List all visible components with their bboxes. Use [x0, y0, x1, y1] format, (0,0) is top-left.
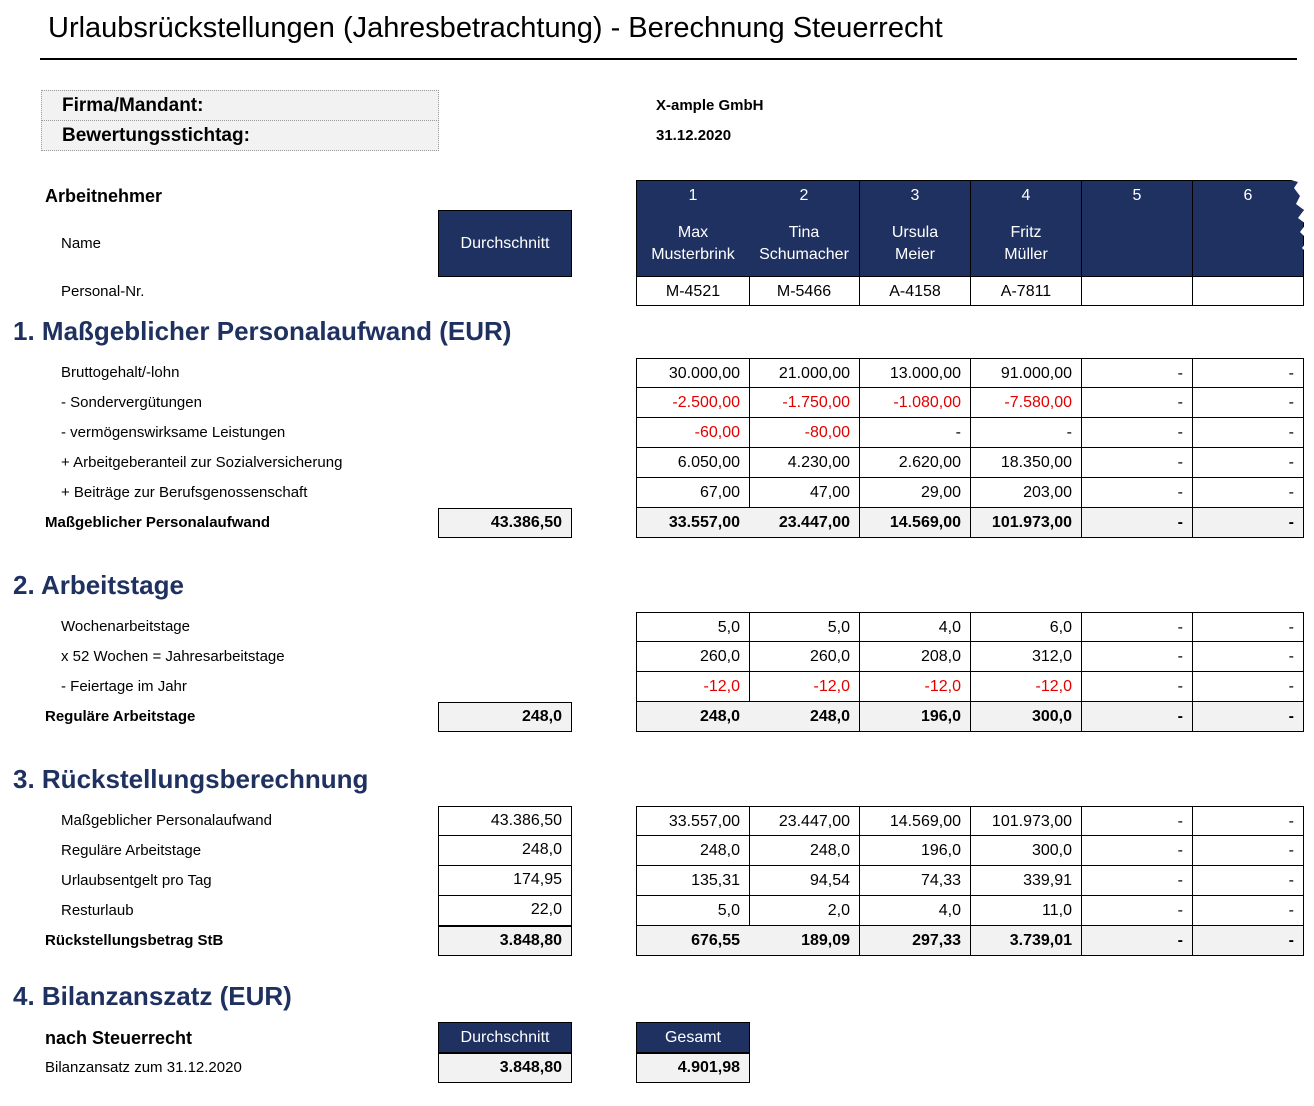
table-cell: 11,0 — [971, 896, 1082, 926]
total-cell: 189,09 — [749, 926, 860, 956]
total-cell: 676,55 — [636, 926, 750, 956]
table-cell: 2.620,00 — [860, 448, 971, 478]
table-cell: - — [1193, 612, 1304, 642]
employee-number-cell: 5 — [1082, 180, 1193, 211]
table-cell: - — [1193, 896, 1304, 926]
total-cell: 23.447,00 — [749, 508, 860, 538]
stichtag-label: Bewertungsstichtag: — [41, 120, 439, 151]
personal-nr-cell: M-5466 — [749, 277, 860, 306]
table-cell: - — [1082, 478, 1193, 508]
table-cell: - — [1082, 612, 1193, 642]
page-title: Urlaubsrückstellungen (Jahresbetrachtung) - Berechnung Steuerrecht — [48, 12, 943, 44]
section3-total-avg: 3.848,80 — [438, 926, 572, 956]
personal-nr-cell: A-7811 — [971, 277, 1082, 306]
employee-first-name: Tina — [788, 224, 820, 241]
employee-last-name: Müller — [1004, 246, 1048, 263]
table-cell: 248,0 — [749, 836, 860, 866]
personal-nr-cell: M-4521 — [636, 277, 750, 306]
employee-name-cell — [636, 210, 750, 277]
section3-title: 3. Rückstellungsberechnung — [13, 764, 369, 794]
table-cell: -1.750,00 — [749, 388, 860, 418]
table-cell: 2,0 — [749, 896, 860, 926]
total-cell: 14.569,00 — [860, 508, 971, 538]
total-cell: - — [1082, 508, 1193, 538]
section2-title: 2. Arbeitstage — [13, 570, 184, 600]
row-label: Reguläre Arbeitstage — [61, 842, 202, 859]
table-cell: 74,33 — [860, 866, 971, 896]
table-cell: - — [1193, 672, 1304, 702]
section4-title: 4. Bilanzanszatz (EUR) — [13, 981, 292, 1011]
row-label: - Feiertage im Jahr — [61, 678, 187, 695]
table-cell: 33.557,00 — [636, 806, 750, 836]
section2-total-label: Reguläre Arbeitstage — [45, 708, 196, 725]
row-avg-value: 22,0 — [438, 896, 572, 926]
table-cell: - — [1193, 358, 1304, 388]
row-avg-value: 174,95 — [438, 866, 572, 896]
total-cell: 101.973,00 — [971, 508, 1082, 538]
table-cell: - — [1193, 836, 1304, 866]
firma-value: X-ample GmbH — [656, 97, 764, 114]
table-cell: 18.350,00 — [971, 448, 1082, 478]
table-cell: - — [1193, 642, 1304, 672]
table-cell: 339,91 — [971, 866, 1082, 896]
table-cell: -2.500,00 — [636, 388, 750, 418]
table-cell: 4,0 — [860, 612, 971, 642]
total-cell: 300,0 — [971, 702, 1082, 732]
table-cell: 101.973,00 — [971, 806, 1082, 836]
table-cell: 6,0 — [971, 612, 1082, 642]
employees-heading: Arbeitnehmer — [45, 186, 163, 206]
table-cell: 13.000,00 — [860, 358, 971, 388]
employee-number-cell: 3 — [860, 180, 971, 211]
total-cell: - — [1193, 508, 1304, 538]
row-label: + Beiträge zur Berufsgenossenschaft — [61, 484, 308, 501]
table-cell: -60,00 — [636, 418, 750, 448]
table-cell: 23.447,00 — [749, 806, 860, 836]
table-cell: - — [1193, 866, 1304, 896]
table-cell: - — [1082, 448, 1193, 478]
torn-edge-decoration — [1270, 178, 1314, 278]
table-cell: 14.569,00 — [860, 806, 971, 836]
table-cell: 135,31 — [636, 866, 750, 896]
table-cell: -12,0 — [971, 672, 1082, 702]
employee-first-name: Max — [677, 224, 709, 241]
table-cell: -7.580,00 — [971, 388, 1082, 418]
avg-header: Durchschnitt — [438, 210, 572, 277]
row-label: Wochenarbeitstage — [61, 618, 190, 635]
section1-total-label: Maßgeblicher Personalaufwand — [45, 514, 271, 531]
row-label: Maßgeblicher Personalaufwand — [61, 812, 272, 829]
personal-nr-cell: A-4158 — [860, 277, 971, 306]
employee-first-name: Fritz — [1010, 224, 1042, 241]
employee-name-cell — [749, 210, 860, 277]
table-cell: 94,54 — [749, 866, 860, 896]
personal-nr-cell — [1193, 277, 1304, 306]
employee-last-name: Meier — [894, 246, 935, 263]
table-cell: 4.230,00 — [749, 448, 860, 478]
table-cell: - — [1082, 388, 1193, 418]
table-cell: - — [1082, 836, 1193, 866]
section4-avg-header: Durchschnitt — [438, 1022, 572, 1053]
employee-name-cell — [1082, 210, 1193, 277]
total-cell: - — [1082, 702, 1193, 732]
employee-number-cell: 2 — [749, 180, 860, 211]
table-cell: 196,0 — [860, 836, 971, 866]
total-cell: - — [1193, 702, 1304, 732]
employee-first-name: Ursula — [891, 224, 939, 241]
name-label: Name — [61, 235, 102, 252]
row-label: + Arbeitgeberanteil zur Sozialversicherung — [61, 454, 343, 471]
personal-nr-cell — [1082, 277, 1193, 306]
row-avg-value: 43.386,50 — [438, 806, 572, 836]
table-cell: -80,00 — [749, 418, 860, 448]
table-cell: - — [1082, 358, 1193, 388]
firma-label: Firma/Mandant: — [41, 90, 439, 121]
section4-total-header: Gesamt — [636, 1022, 750, 1053]
table-cell: 312,0 — [971, 642, 1082, 672]
section1-title: 1. Maßgeblicher Personalaufwand (EUR) — [13, 316, 512, 346]
table-cell: - — [1082, 672, 1193, 702]
row-label: - vermögenswirksame Leistungen — [61, 424, 286, 441]
employee-last-name: Musterbrink — [651, 246, 735, 263]
table-cell: - — [860, 418, 971, 448]
table-cell: -12,0 — [749, 672, 860, 702]
row-label: - Sondervergütungen — [61, 394, 202, 411]
table-cell: - — [1193, 388, 1304, 418]
table-cell: 21.000,00 — [749, 358, 860, 388]
table-cell: 29,00 — [860, 478, 971, 508]
total-cell: 248,0 — [749, 702, 860, 732]
stichtag-value: 31.12.2020 — [656, 127, 732, 144]
employee-number-cell: 1 — [636, 180, 750, 211]
title-divider — [40, 58, 1297, 60]
table-cell: 248,0 — [636, 836, 750, 866]
total-cell: - — [1082, 926, 1193, 956]
employee-name-cell — [860, 210, 971, 277]
table-cell: 208,0 — [860, 642, 971, 672]
table-cell: 5,0 — [636, 612, 750, 642]
table-cell: - — [1193, 806, 1304, 836]
table-cell: - — [971, 418, 1082, 448]
employee-last-name: Schumacher — [759, 246, 849, 263]
table-cell: 67,00 — [636, 478, 750, 508]
table-cell: 260,0 — [636, 642, 750, 672]
table-cell: 5,0 — [749, 612, 860, 642]
table-cell: - — [1082, 642, 1193, 672]
table-cell: - — [1082, 866, 1193, 896]
table-cell: 260,0 — [749, 642, 860, 672]
total-cell: 3.739,01 — [971, 926, 1082, 956]
employee-number-cell: 6 — [1193, 180, 1304, 211]
table-cell: 6.050,00 — [636, 448, 750, 478]
total-cell: 196,0 — [860, 702, 971, 732]
section4-avg-value: 3.848,80 — [438, 1053, 572, 1083]
total-cell: 33.557,00 — [636, 508, 750, 538]
row-label: Resturlaub — [61, 902, 134, 919]
personal-nr-label: Personal-Nr. — [61, 283, 145, 300]
table-cell: -1.080,00 — [860, 388, 971, 418]
section1-total-avg: 43.386,50 — [438, 508, 572, 538]
section3-total-label: Rückstellungsbetrag StB — [45, 932, 224, 949]
employee-number-cell: 4 — [971, 180, 1082, 211]
table-cell: 47,00 — [749, 478, 860, 508]
total-cell: - — [1193, 926, 1304, 956]
section2-total-avg: 248,0 — [438, 702, 572, 732]
table-cell: 4,0 — [860, 896, 971, 926]
table-cell: - — [1193, 418, 1304, 448]
total-cell: 297,33 — [860, 926, 971, 956]
table-cell: 203,00 — [971, 478, 1082, 508]
total-cell: 248,0 — [636, 702, 750, 732]
table-cell: 5,0 — [636, 896, 750, 926]
table-cell: 300,0 — [971, 836, 1082, 866]
section4-total-value: 4.901,98 — [636, 1053, 750, 1083]
table-cell: 91.000,00 — [971, 358, 1082, 388]
table-cell: -12,0 — [860, 672, 971, 702]
table-cell: - — [1082, 806, 1193, 836]
row-label: x 52 Wochen = Jahresarbeitstage — [61, 648, 285, 665]
row-label: Bruttogehalt/-lohn — [61, 364, 180, 381]
section4-subheading: nach Steuerrecht — [45, 1028, 193, 1048]
table-cell: - — [1082, 418, 1193, 448]
section4-row-label: Bilanzansatz zum 31.12.2020 — [45, 1059, 242, 1076]
table-cell: - — [1082, 896, 1193, 926]
employee-name-cell — [971, 210, 1082, 277]
table-cell: -12,0 — [636, 672, 750, 702]
row-avg-value: 248,0 — [438, 836, 572, 866]
table-cell: 30.000,00 — [636, 358, 750, 388]
table-cell: - — [1193, 448, 1304, 478]
table-cell: - — [1193, 478, 1304, 508]
row-label: Urlaubsentgelt pro Tag — [61, 872, 212, 889]
